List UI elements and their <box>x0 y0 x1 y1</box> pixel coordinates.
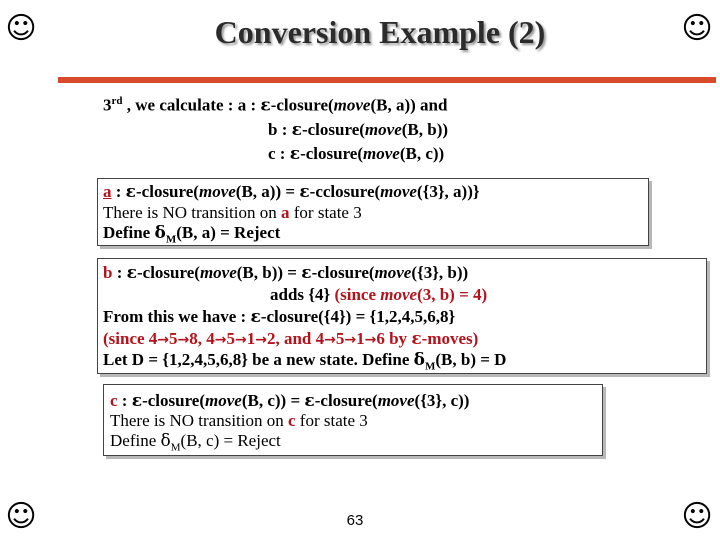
case-b-box <box>97 258 707 374</box>
case-c-line-2: There is NO transition on c for state 3 <box>110 411 368 430</box>
intro-line-2: b : ε-closure(move(B, b)) <box>268 120 449 140</box>
slide-title: Conversion Example (2) <box>214 14 546 50</box>
case-a-line-2: There is NO transition on a for state 3 <box>103 203 362 222</box>
case-b-line-5: Let D = {1,2,4,5,6,8} be a new state. Define $\delta_M(B$, b) = D <box>103 350 507 373</box>
case-b-line-1: b : ε-closure(move(B, b)) = ε-closure(move({3}, b)) <box>103 263 469 283</box>
case-a-line-3: Define $\delta_M(B$, a) = Reject <box>103 223 281 246</box>
smiley-icon: ☺ <box>681 499 713 534</box>
smiley-icon: ☺ <box>681 11 713 46</box>
case-c-line-3: Define $\delta_M(B$, c) = Reject <box>110 431 281 454</box>
intro-line-3: c : ε-closure(move(B, c)) <box>268 144 445 164</box>
case-a-line-1: a : ε-closure(move(B, a)) = ε-cclosure(move({3}, a))} <box>103 182 480 202</box>
smiley-icon: ☺ <box>5 11 37 46</box>
title-divider <box>58 77 716 83</box>
case-b-line-4: (since 4→5→8, 4→5→1→2, and 4→5→1→6 by ε-moves) <box>103 329 479 349</box>
case-c-line-1: c : ε-closure(move(B, c)) = ε-closure(move({3}, c)) <box>110 391 470 411</box>
page-number: 63 <box>346 512 364 529</box>
case-b-line-3: From this we have : ε-closure({4}) = {1,2,4,5,6,8} <box>103 307 456 327</box>
case-b-line-2: adds {4} (since move(3, b) = 4) <box>270 285 488 304</box>
case-c-box <box>103 384 603 456</box>
smiley-icon: ☺ <box>5 499 37 534</box>
case-a-box <box>97 178 649 246</box>
intro-line-1: 3rd , we calculate : a : ε-closure(move(B, a)) and <box>103 95 448 116</box>
